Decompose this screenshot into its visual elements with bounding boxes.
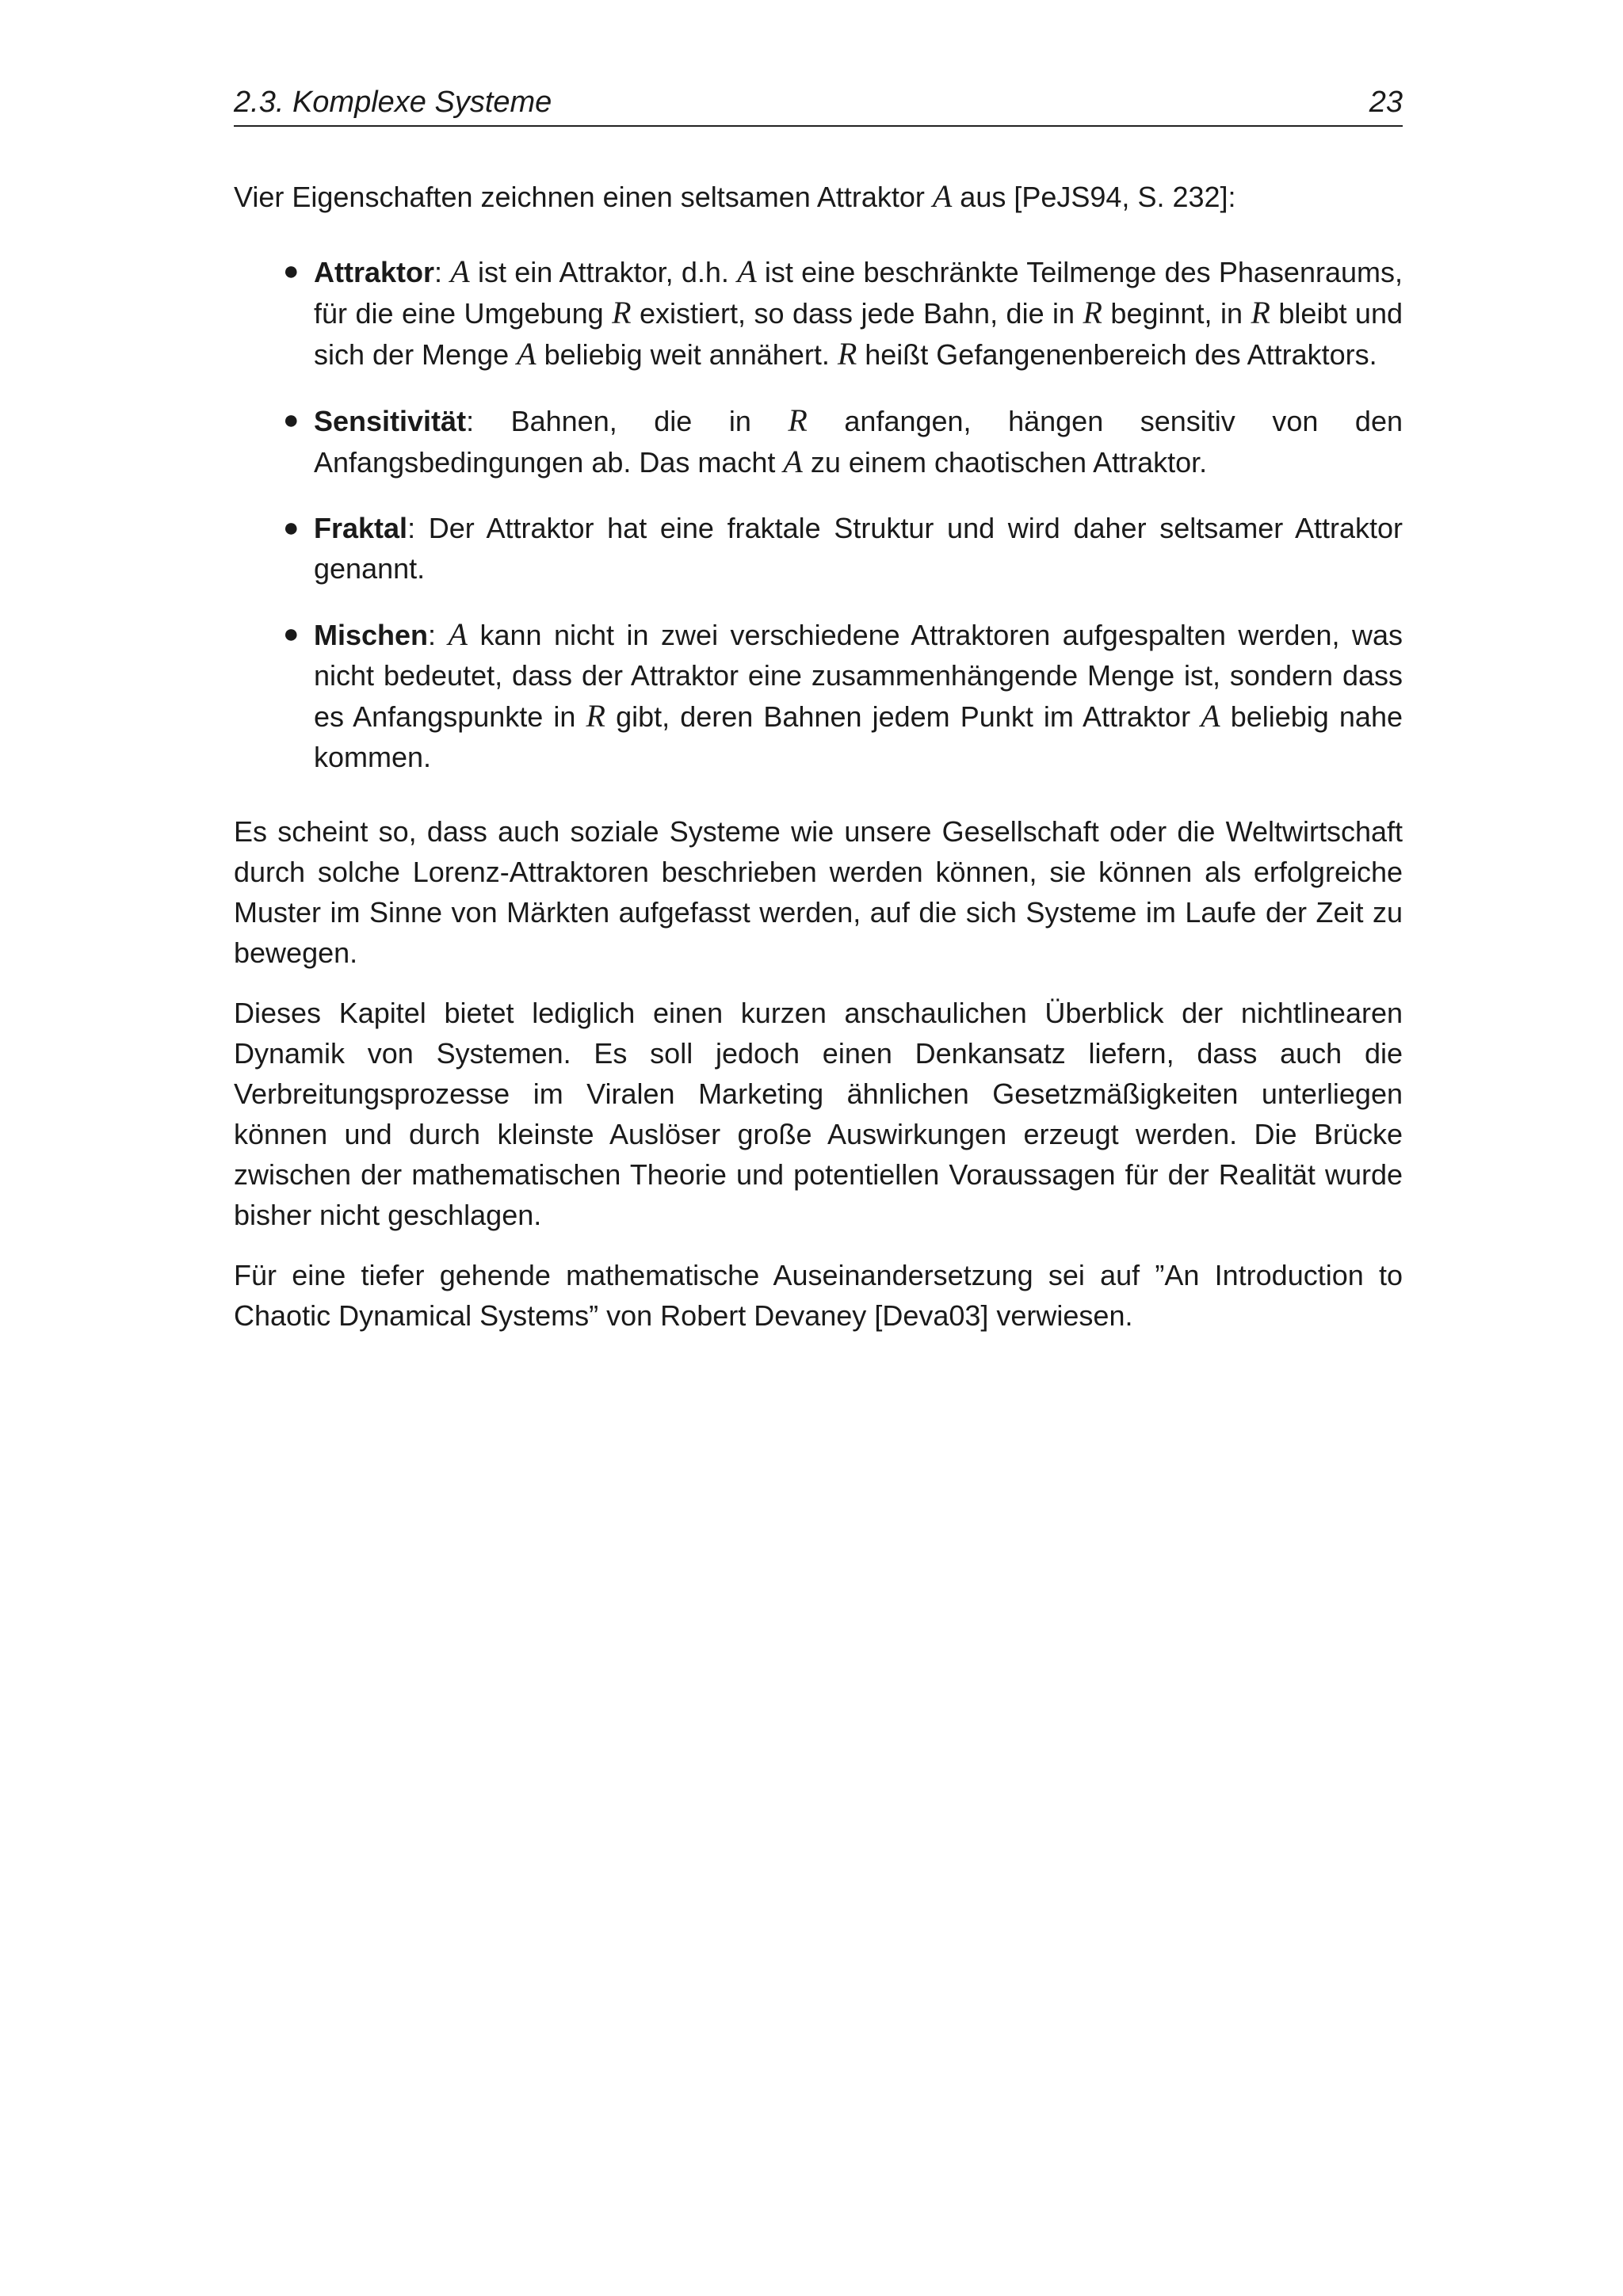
math-variable: R (1083, 295, 1102, 330)
intro-paragraph (234, 176, 1403, 217)
property-text: beginnt, in (1102, 297, 1251, 330)
math-variable: R (1251, 295, 1270, 330)
list-item (234, 400, 1403, 482)
property-text: : Bahnen, die in (466, 405, 789, 437)
property-text: kann nicht in zwei verschiedene Attraktoren aufgespalten werden, was nicht bedeutet, dass der Attraktor eine zusammenhängende Menge ist, sondern dass es Anfangspunkte in (314, 619, 1403, 733)
list-item (234, 614, 1403, 777)
math-variable: A (737, 254, 757, 289)
property-text: ist eine beschränkte Teilmenge des Phasenraums, für die eine Umgebung (314, 256, 1403, 330)
property-text: anfangen, hängen sensitiv von den Anfangsbedingungen ab. Das macht (314, 405, 1403, 479)
bullet-icon: ● (283, 513, 300, 543)
body-paragraph: Dieses Kapitel bietet lediglich einen kurzen anschaulichen Überblick der nichtlinearen Dynamik von Systemen. Es soll jedoch einen Denkansatz liefern, dass auch die Verbreitungsprozesse im Viralen Marketing ähnlichen Gesetzmäßigkeiten unterliegen können und durch kleinste Auslöser große Auswirkungen erzeugt werden. Die Brücke zwischen der mathematischen Theorie und potentiellen Voraussagen für der Realität wurde bisher nicht geschlagen. (234, 997, 1403, 1231)
property-text: beliebig nahe kommen. (314, 700, 1403, 773)
property-term: Sensitivität (314, 405, 467, 437)
page-number: 23 (1369, 86, 1403, 119)
property-text: heißt Gefangenenbereich des Attraktors. (857, 338, 1377, 371)
section-title: 2.3. Komplexe Systeme (234, 86, 552, 119)
math-variable: A (450, 254, 470, 289)
property-text: zu einem chaotischen Attraktor. (802, 446, 1208, 479)
body-paragraph: Es scheint so, dass auch soziale Systeme wie unsere Gesellschaft oder die Weltwirtschaft durch solche Lorenz-Attraktoren beschrieben werden können, sie können als erfolgreiche Muster im Sinne von Märkten aufgefasst werden, auf die sich Systeme im Laufe der Zeit zu bewegen. (234, 815, 1403, 969)
property-text: : (428, 619, 449, 651)
property-text: beliebig weit annähert. (536, 338, 838, 371)
property-term: Fraktal (314, 512, 408, 544)
property-term: Attraktor (314, 256, 435, 288)
bullet-icon: ● (283, 619, 300, 649)
math-variable: A (1201, 698, 1220, 734)
running-header (234, 79, 1403, 127)
property-text: ist ein Attraktor, d.h. (469, 256, 738, 288)
math-variable: R (788, 402, 808, 438)
document-body (234, 176, 1403, 1356)
math-variable: A (448, 616, 468, 652)
property-list (234, 251, 1403, 777)
math-variable: A (783, 444, 803, 479)
property-text: : Der Attraktor hat eine fraktale Struktur und wird daher seltsamer Attraktor genannt. (314, 512, 1403, 585)
math-variable: R (612, 295, 632, 330)
list-item (234, 508, 1403, 589)
math-variable: A (517, 336, 537, 372)
intro-text: Vier Eigenschaften zeichnen einen seltsamen Attraktor (234, 181, 933, 213)
math-variable: A (932, 178, 953, 214)
property-text: gibt, deren Bahnen jedem Punkt im Attraktor (605, 700, 1201, 733)
body-paragraph: Für eine tiefer gehende mathematische Auseinandersetzung sei auf ”An Introduction to Chaotic Dynamical Systems” von Robert Devaney [Deva03] verwiesen. (234, 1259, 1403, 1332)
list-item (234, 251, 1403, 375)
property-term: Mischen (314, 619, 429, 651)
math-variable: R (837, 336, 857, 372)
intro-text: aus [PeJS94, S. 232]: (952, 181, 1236, 213)
property-text: bleibt und sich der Menge (314, 297, 1403, 371)
bullet-icon: ● (283, 405, 300, 435)
math-variable: R (586, 698, 605, 734)
property-text: existiert, so dass jede Bahn, die in (631, 297, 1083, 330)
bullet-icon: ● (283, 256, 300, 286)
property-text: : (434, 256, 451, 288)
